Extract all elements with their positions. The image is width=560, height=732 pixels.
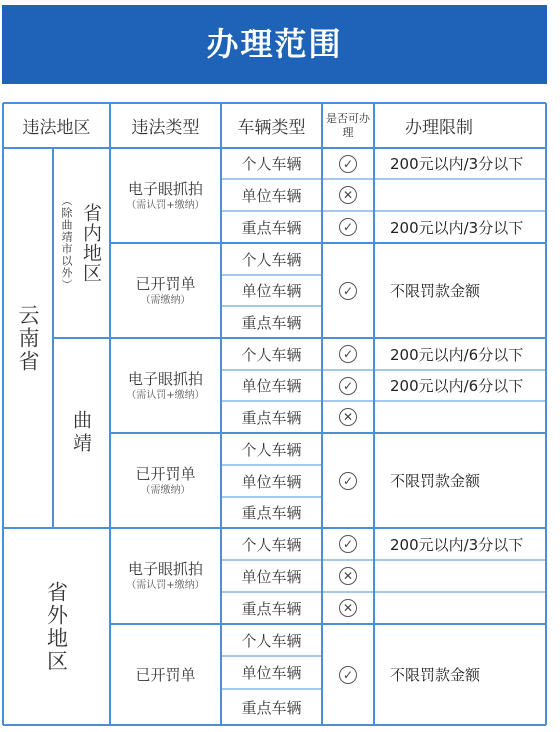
violation-camera-inner bbox=[110, 148, 221, 243]
violation-camera-outside bbox=[110, 528, 221, 624]
violation-ticket-qujing bbox=[110, 433, 221, 528]
violation-camera-label: 电子眼抓拍 bbox=[127, 369, 203, 388]
outside-label: 省外地区 bbox=[44, 580, 69, 673]
check-circle-icon: ✓ bbox=[322, 370, 374, 401]
check-circle-icon: ✓ bbox=[322, 433, 374, 528]
page-title: 办理范围 bbox=[206, 25, 343, 63]
violation-ticket-outside bbox=[110, 624, 221, 725]
vehicle-unit: 单位车辆 bbox=[241, 186, 302, 205]
limit-text: 200元以内/3分以下 bbox=[390, 155, 524, 173]
header-limit: 办理限制 bbox=[405, 118, 473, 138]
cross-circle-icon: ✕ bbox=[322, 560, 374, 592]
title-banner bbox=[2, 5, 547, 84]
violation-ticket-label: 已开罚单 bbox=[135, 665, 196, 684]
violation-camera-note: （需认罚+缴纳） bbox=[126, 580, 205, 591]
check-circle-icon: ✓ bbox=[322, 528, 374, 560]
vehicle-personal: 个人车辆 bbox=[241, 250, 302, 269]
limit-text: 200元以内/3分以下 bbox=[390, 218, 524, 237]
violation-camera-note: （需认罚+缴纳） bbox=[126, 199, 205, 211]
header-violation-type: 违法类型 bbox=[131, 118, 200, 138]
region-qujing bbox=[53, 338, 110, 528]
vehicle-key: 重点车辆 bbox=[241, 218, 302, 237]
province-inner-note: （除曲靖市以外） bbox=[60, 195, 73, 291]
limit-text: 200元以内/3分以下 bbox=[390, 535, 524, 554]
vehicle-key: 重点车辆 bbox=[241, 313, 302, 332]
region-yunnan bbox=[3, 148, 53, 528]
violation-camera-label: 电子眼抓拍 bbox=[127, 560, 203, 578]
check-circle-icon: ✓ bbox=[322, 243, 374, 338]
vehicle-unit: 单位车辆 bbox=[241, 664, 302, 682]
limit-text: 200元以内/6分以下 bbox=[390, 377, 524, 395]
header-region: 违法地区 bbox=[22, 118, 91, 138]
limit-text: 不限罚款金额 bbox=[390, 472, 481, 490]
check-circle-icon: ✓ bbox=[322, 148, 374, 179]
region-outside bbox=[3, 528, 110, 725]
qujing-label: 曲靖 bbox=[70, 410, 92, 456]
violation-ticket-note: （需缴纳） bbox=[140, 484, 191, 496]
check-circle-icon: ✓ bbox=[322, 211, 374, 243]
check-circle-icon: ✓ bbox=[322, 338, 374, 370]
cross-circle-icon: ✕ bbox=[322, 401, 374, 433]
header-vehicle-type: 车辆类型 bbox=[237, 118, 306, 138]
province-inner-label: 省内地区 bbox=[80, 203, 102, 283]
violation-ticket-label: 已开罚单 bbox=[135, 464, 196, 483]
violation-ticket-note: （需缴纳） bbox=[140, 294, 191, 306]
vehicle-key: 重点车辆 bbox=[241, 698, 302, 717]
vehicle-key: 重点车辆 bbox=[241, 408, 302, 427]
region-province-inner bbox=[53, 148, 110, 338]
region-yunnan-label: 云南省 bbox=[16, 303, 40, 373]
check-circle-icon: ✓ bbox=[322, 624, 374, 725]
vehicle-unit: 单位车辆 bbox=[241, 567, 302, 586]
violation-camera-label: 电子眼抓拍 bbox=[127, 179, 203, 198]
vehicle-unit: 单位车辆 bbox=[241, 282, 302, 300]
vehicle-key: 重点车辆 bbox=[241, 599, 302, 618]
limit-text: 不限罚款金额 bbox=[390, 282, 481, 300]
violation-camera-qujing bbox=[110, 338, 221, 433]
violation-camera-note: （需认罚+缴纳） bbox=[126, 389, 205, 401]
vehicle-key: 重点车辆 bbox=[241, 504, 302, 522]
vehicle-unit: 单位车辆 bbox=[241, 472, 302, 491]
vehicle-unit: 单位车辆 bbox=[241, 377, 302, 395]
vehicle-personal: 个人车辆 bbox=[241, 345, 302, 364]
limit-text: 不限罚款金额 bbox=[390, 666, 481, 684]
vehicle-personal: 个人车辆 bbox=[241, 155, 302, 173]
cross-circle-icon: ✕ bbox=[322, 179, 374, 211]
vehicle-personal: 个人车辆 bbox=[241, 440, 302, 459]
cross-circle-icon: ✕ bbox=[322, 592, 374, 624]
violation-ticket-label: 已开罚单 bbox=[135, 274, 196, 293]
limit-text: 200元以内/6分以下 bbox=[390, 345, 524, 364]
header-can-handle: 是否可办理 bbox=[326, 111, 370, 139]
violation-ticket-inner bbox=[110, 243, 221, 338]
vehicle-personal: 个人车辆 bbox=[241, 631, 302, 650]
vehicle-personal: 个人车辆 bbox=[241, 535, 302, 554]
